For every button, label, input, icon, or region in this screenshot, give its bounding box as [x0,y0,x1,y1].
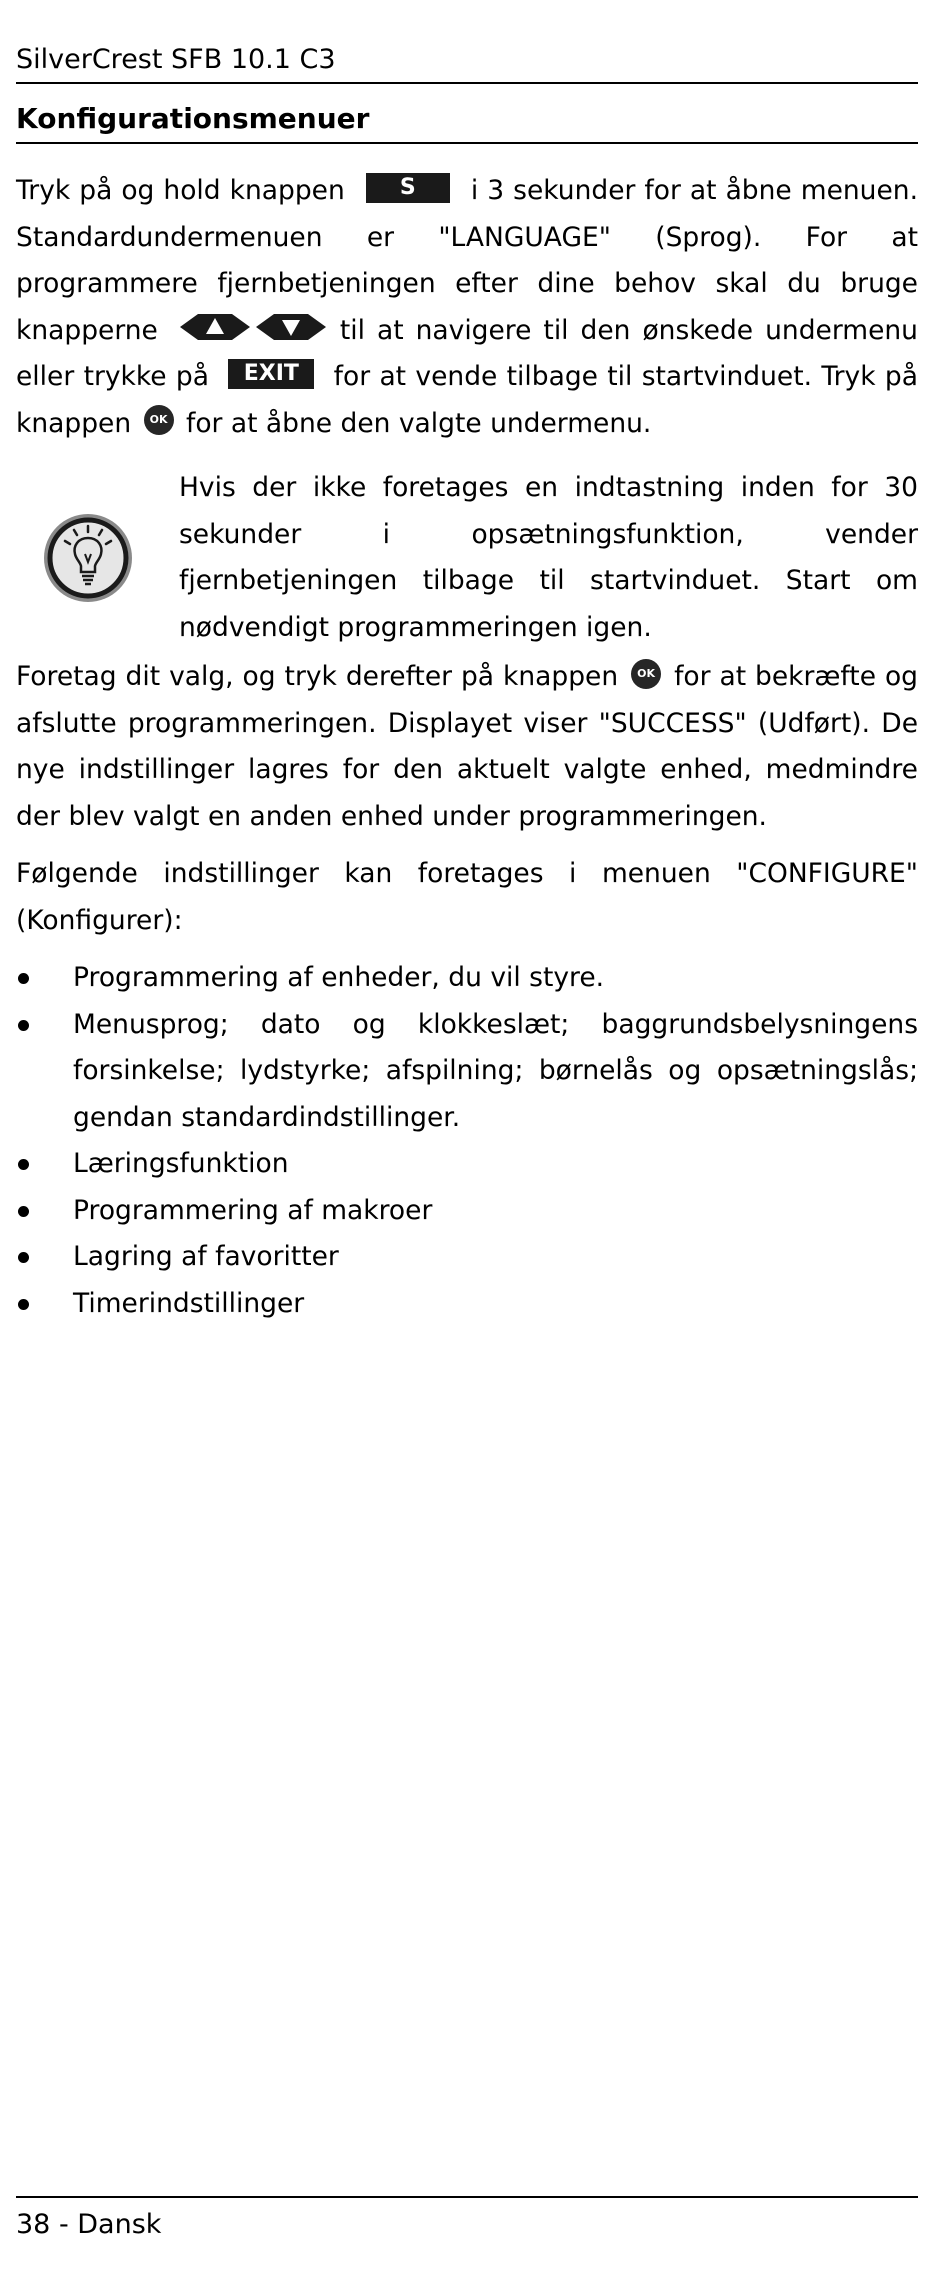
list-item: Læringsfunktion [16,1141,918,1188]
paragraph-intro-part-3: til at navigere til den ønskede undermenu eller trykke på [16,314,918,392]
footer-rule [16,2196,918,2198]
list-item: Programmering af makroer [16,1188,918,1235]
paragraph-confirm-part-2: for at bekræfte og afslutte programmeringen. Displayet viser "SUCCESS" (Udført). De nye indstillinger lagres for den aktuelt valgte enhed, medmindre der blev valgt en anden enhed under programmeringen. [16,661,918,832]
down-arrow-key-icon [254,312,328,342]
settings-list [16,955,918,1327]
up-arrow-key-icon [178,312,252,342]
paragraph-configure: Følgende indstillinger kan foretages i menuen "CONFIGURE" (Konfigurer): [16,858,918,936]
paragraph-intro-part-4: for at vende tilbage til startvinduet. Tryk på knappen [16,361,918,439]
list-item: Programmering af enheder, du vil styre. [16,955,918,1002]
list-item: Lagring af favoritter [16,1234,918,1281]
exit-key-icon: EXIT [228,359,314,389]
header-rule [16,82,918,84]
paragraph-intro-part-2: i 3 sekunder for at åbne menuen. Standardundermenuen er "LANGUAGE" (Sprog). For at programmere fjernbetjeningen efter dine behov skal du bruge knapperne [16,175,918,346]
bullet-icon [18,1020,29,1031]
footer-page-label: 38 - Dansk [16,2209,162,2240]
header-product-name: SilverCrest SFB 10.1 C3 [16,44,336,75]
list-item: Menusprog; dato og klokkeslæt; baggrundsbelysningens forsinkelse; lydstyrke; afspilning; børnelås og opsætningslås; gendan standardindstillinger. [16,1002,918,1142]
list-item: Timerindstillinger [16,1281,918,1328]
s-key-icon: S [366,173,450,203]
paragraph-intro-part-5: for at åbne den valgte undermenu. [186,407,652,439]
note-text: Hvis der ikke foretages en indtastning inden for 30 sekunder i opsætningsfunktion, vender fjernbetjeningen tilbage til startvinduet. Start om nødvendigt programmeringen igen. [179,472,918,643]
bullet-icon [18,1159,29,1170]
section-title-rule [16,142,918,144]
bullet-icon [18,1206,29,1217]
paragraph-intro-part-1: Tryk på og hold knappen [16,175,345,206]
paragraph-confirm [16,654,918,840]
up-down-arrow-keys-icon [178,312,328,342]
section-title: Konfigurationsmenuer [16,102,370,135]
lightbulb-icon [40,510,136,606]
manual-page [16,0,918,2273]
bullet-icon [18,973,29,984]
paragraph-confirm-part-1: Foretag dit valg, og tryk derefter på knappen [16,661,619,692]
ok-key-icon: OK [144,405,174,435]
bullet-icon [18,1299,29,1310]
paragraph-intro [16,168,918,447]
ok-key-icon: OK [631,659,661,689]
bullet-icon [18,1252,29,1263]
